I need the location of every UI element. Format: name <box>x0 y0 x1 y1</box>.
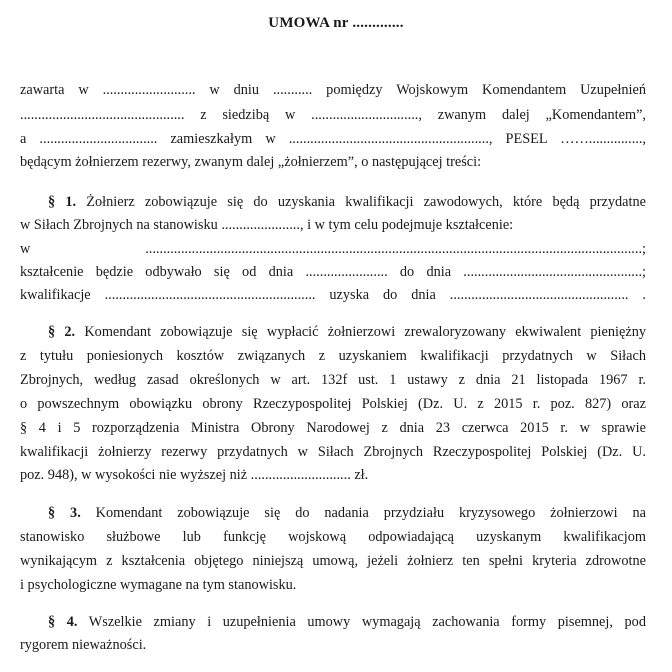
section-3-line-3: wynikającym z kształcenia objętego niniejszą umową, jeżeli żołnierz ten spełni kryteria zdrowotne <box>20 553 646 569</box>
section-2-line-3: Zbrojnych, według zasad określonych w art. 132f ust. 1 ustawy z dnia 21 listopada 1967 r. <box>20 372 646 388</box>
section-1-label: § 1. <box>48 194 77 210</box>
section-3-label: § 3. <box>48 505 81 521</box>
section-4-text: Wszelkie zmiany i uzupełnienia umowy wymagają zachowania formy pisemnej, pod <box>77 614 646 630</box>
section-4-label: § 4. <box>48 614 78 630</box>
section-2-text: Komendant zobowiązuje się wypłacić żołnierzowi zrewaloryzowany ekwiwalent pieniężny <box>75 324 646 340</box>
section-2-line-2: z tytułu poniesionych kosztów związanych z uzyskaniem kwalifikacji przydatnych w Siłach <box>20 348 646 364</box>
section-1-line-3: w ...........................................................................................................................................; <box>20 241 646 257</box>
intro-line-4: będącym żołnierzem rezerwy, zwanym dalej „żołnierzem”, o następującej treści: <box>20 154 482 170</box>
section-1-line-2: w Siłach Zbrojnych na stanowisku ......................, i w tym celu podejmuje kształcenie: <box>20 217 514 233</box>
section-2-line-6: kwalifikacji żołnierzy rezerwy przydatnych w Siłach Zbrojnych Rzeczypospolitej Polskiej (Dz. U. <box>20 444 646 460</box>
section-3-line-2: stanowisko służbowe lub funkcję wojskową odpowiadającą uzyskanym kwalifikacjom <box>20 529 646 545</box>
section-1-first-line <box>20 191 646 213</box>
document-title: UMOWA nr ............. <box>268 15 404 31</box>
section-2-line-4: o powszechnym obowiązku obrony Rzeczypospolitej Polskiej (Dz. U. z 2015 r. poz. 827) oraz <box>20 396 646 412</box>
section-2-line-5: § 4 i 5 rozporządzenia Ministra Obrony Narodowej z dnia 23 czerwca 2015 r. w sprawie <box>20 420 646 436</box>
section-3-first-line <box>20 502 646 524</box>
section-2-line-7: poz. 948), w wysokości nie wyższej niż ............................ zł. <box>20 467 369 483</box>
intro-line-1: zawarta w .......................... w dniu ........... pomiędzy Wojskowym Komendantem Uzupełnień <box>20 82 646 98</box>
section-1-line-4: kształcenie będzie odbywało się od dnia ....................... do dnia ..................................................; <box>20 264 646 280</box>
intro-line-3: a ................................. zamieszkałym w ........................................................, PESEL ……..............., <box>20 131 646 147</box>
section-1-line-5: kwalifikacje ........................................................... uzyska do dnia .................................................. . <box>20 287 646 303</box>
section-2-first-line <box>20 321 646 343</box>
section-3-text: Komendant zobowiązuje się do nadania przydziału kryzysowego żołnierzowi na <box>80 505 646 521</box>
section-4-line-2: rygorem nieważności. <box>20 637 147 653</box>
section-4-first-line <box>20 611 646 633</box>
section-2-label: § 2. <box>48 324 76 340</box>
section-1-text: Żołnierz zobowiązuje się do uzyskania kwalifikacji zawodowych, które będą przydatne <box>76 194 646 210</box>
intro-line-2: .............................................. z siedzibą w .............................., zwanym dalej „Komendantem”, <box>20 107 646 123</box>
section-3-line-4: i psychologiczne wymagane na tym stanowisku. <box>20 577 297 593</box>
